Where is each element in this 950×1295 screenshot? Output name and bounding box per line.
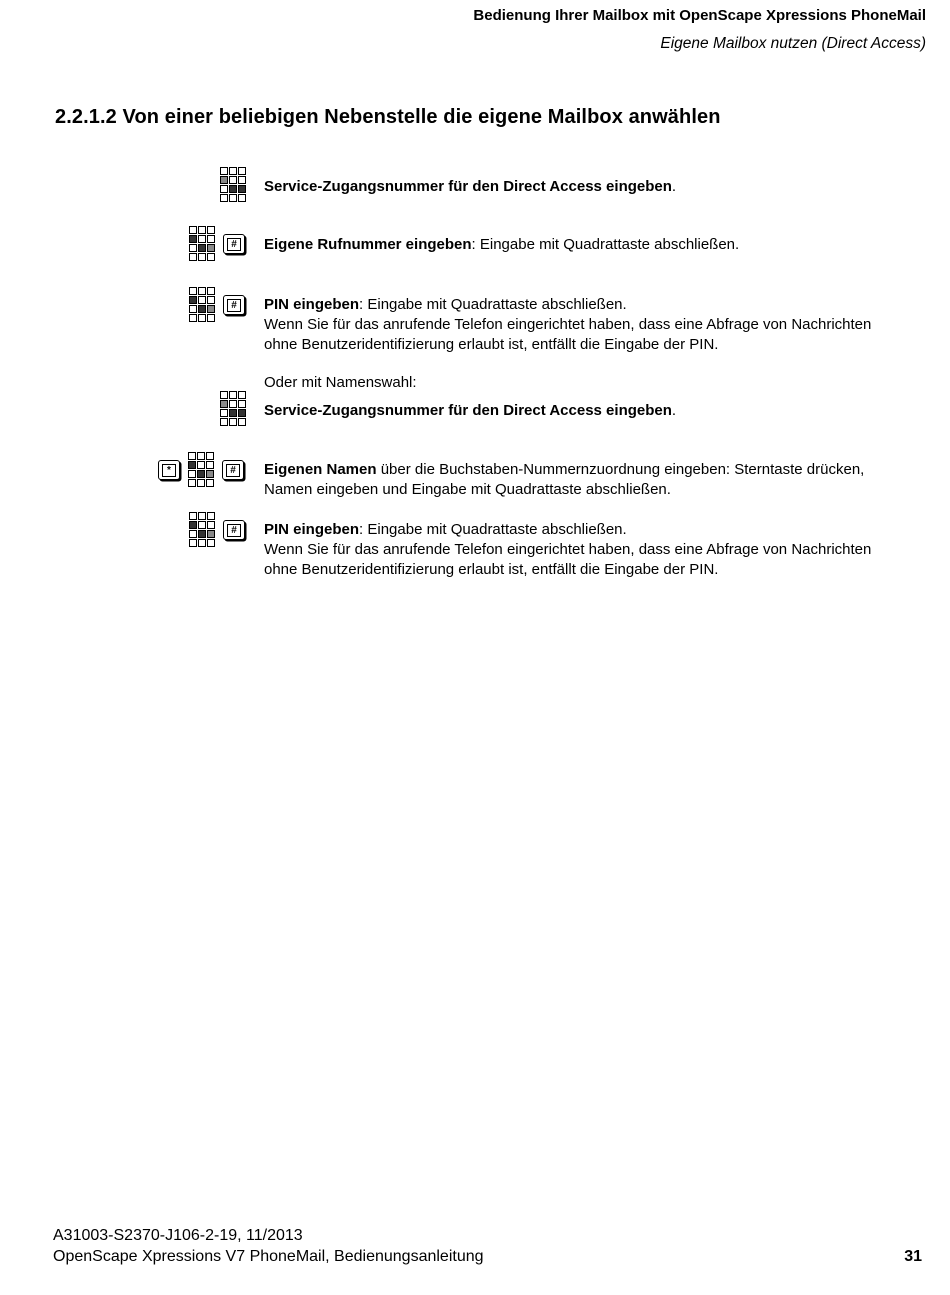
step-4-icons xyxy=(220,391,246,426)
step-3-line3: ohne Benutzeridentifizierung erlaubt ist, entfällt die Eingabe der PIN. xyxy=(264,336,719,353)
step-3-line2: Wenn Sie für das anrufende Telefon eingerichtet haben, dass eine Abfrage von Nachrichten xyxy=(264,316,872,333)
step-4-rest: . xyxy=(671,402,677,419)
hash-key-icon: # xyxy=(222,460,244,480)
footer-doc-title: OpenScape Xpressions V7 PhoneMail, Bedienungsanleitung xyxy=(53,1248,484,1265)
step-6-icons xyxy=(189,512,245,547)
running-header-title: Bedienung Ihrer Mailbox mit OpenScape Xpressions PhoneMail xyxy=(473,7,926,24)
keypad-icon xyxy=(220,167,246,202)
step-1-icons xyxy=(220,167,246,202)
step-6-text xyxy=(264,520,924,580)
step-5-bold: Eigenen Namen xyxy=(264,461,377,478)
step-3-icons xyxy=(189,287,245,322)
hash-key-icon: # xyxy=(223,295,245,315)
running-header-subtitle: Eigene Mailbox nutzen (Direct Access) xyxy=(660,35,926,52)
step-5-line2: Namen eingeben und Eingabe mit Quadrattaste abschließen. xyxy=(264,481,671,498)
step-1-rest: . xyxy=(671,178,677,195)
step-4-text xyxy=(264,401,924,421)
star-key-icon: * xyxy=(158,460,180,480)
page-number: 31 xyxy=(904,1248,922,1265)
step-3-text xyxy=(264,295,924,355)
step-2-icons xyxy=(189,226,245,261)
hash-key-icon: # xyxy=(223,234,245,254)
step-2-bold: Eigene Rufnummer eingeben xyxy=(264,236,472,253)
name-dial-intro: Oder mit Namenswahl: xyxy=(264,374,417,391)
step-6-line3: ohne Benutzeridentifizierung erlaubt ist, entfällt die Eingabe der PIN. xyxy=(264,561,719,578)
step-6-line2: Wenn Sie für das anrufende Telefon eingerichtet haben, dass eine Abfrage von Nachrichten xyxy=(264,541,872,558)
hash-key-icon: # xyxy=(223,520,245,540)
keypad-icon xyxy=(189,512,215,547)
keypad-icon xyxy=(189,287,215,322)
step-4-bold: Service-Zugangsnummer für den Direct Access eingeben xyxy=(264,402,672,419)
step-1-bold: Service-Zugangsnummer für den Direct Access eingeben xyxy=(264,178,672,195)
keypad-icon xyxy=(189,226,215,261)
step-5-text xyxy=(264,460,924,500)
step-5-rest: über die Buchstaben-Nummernzuordnung eingeben: Sterntaste drücken, xyxy=(376,461,865,478)
keypad-icon xyxy=(220,391,246,426)
section-title: 2.2.1.2 Von einer beliebigen Nebenstelle die eigene Mailbox anwählen xyxy=(55,106,721,128)
step-1-text xyxy=(264,177,924,197)
step-2-rest: : Eingabe mit Quadrattaste abschließen. xyxy=(471,236,740,253)
step-5-icons xyxy=(158,452,244,487)
footer-doc-number: A31003-S2370-J106-2-19, 11/2013 xyxy=(53,1227,303,1244)
keypad-icon xyxy=(188,452,214,487)
step-3-rest: : Eingabe mit Quadrattaste abschließen. xyxy=(359,296,627,313)
step-3-bold: PIN eingeben xyxy=(264,296,360,313)
step-6-rest: : Eingabe mit Quadrattaste abschließen. xyxy=(359,521,627,538)
step-6-bold: PIN eingeben xyxy=(264,521,360,538)
step-2-text xyxy=(264,235,924,255)
